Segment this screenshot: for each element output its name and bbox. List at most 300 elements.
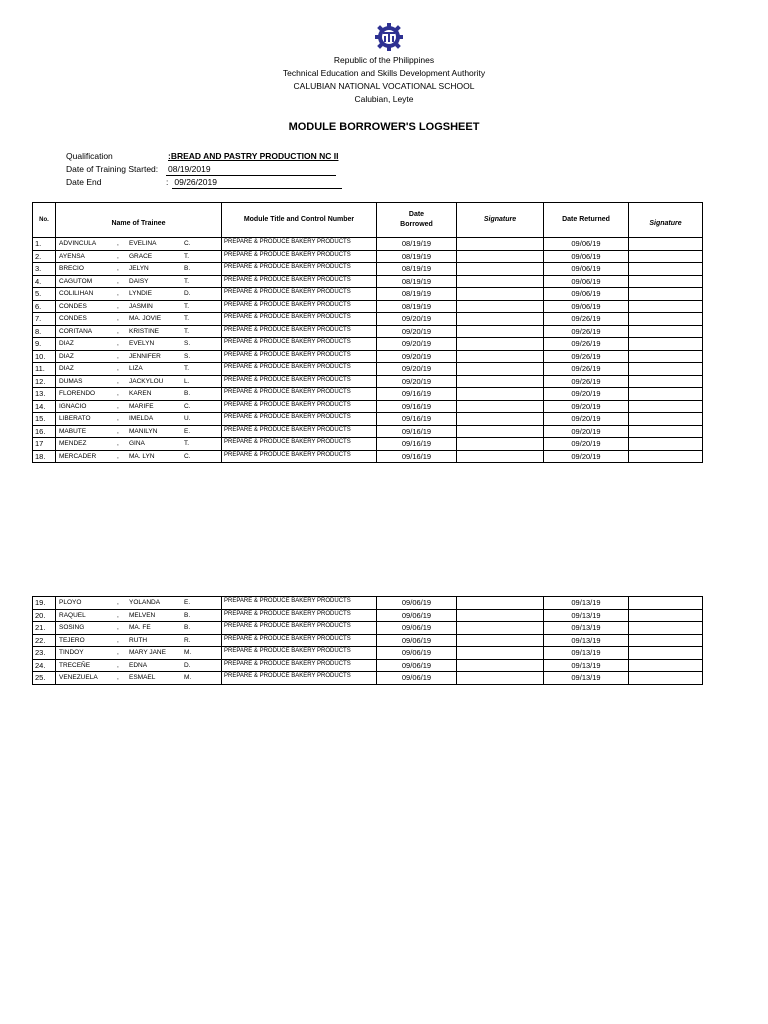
name-separator: ,	[117, 599, 119, 607]
module-title: PREPARE & PRODUCE BAKERY PRODUCTS	[222, 438, 377, 451]
logsheet-table	[32, 202, 703, 463]
row-number: 3.	[33, 263, 56, 276]
trainee-last-name: DIAZ	[59, 365, 74, 373]
date-returned: 09/13/19	[544, 622, 629, 635]
signature-cell[interactable]	[629, 609, 703, 622]
signature-cell[interactable]	[629, 300, 703, 313]
name-separator: ,	[117, 661, 119, 669]
trainee-first-name: KRISTINE	[129, 327, 159, 335]
date-borrowed: 09/16/19	[377, 413, 457, 426]
signature-cell[interactable]	[457, 375, 544, 388]
signature-cell[interactable]	[629, 622, 703, 635]
module-title: PREPARE & PRODUCE BAKERY PRODUCTS	[222, 275, 377, 288]
row-number: 21.	[33, 622, 56, 635]
start-date-row	[66, 163, 336, 176]
trainee-first-name: GRACE	[129, 252, 153, 260]
module-title: PREPARE & PRODUCE BAKERY PRODUCTS	[222, 413, 377, 426]
trainee-name	[56, 609, 222, 622]
header-school: CALUBIAN NATIONAL VOCATIONAL SCHOOL	[293, 81, 475, 91]
date-returned: 09/20/19	[544, 413, 629, 426]
trainee-name	[56, 634, 222, 647]
signature-cell[interactable]	[629, 350, 703, 363]
table-row	[33, 438, 703, 451]
table-row	[33, 350, 703, 363]
signature-cell[interactable]	[457, 325, 544, 338]
trainee-middle-initial: M.	[184, 649, 192, 657]
date-returned: 09/26/19	[544, 350, 629, 363]
date-borrowed: 09/06/19	[377, 622, 457, 635]
trainee-first-name: JACKYLOU	[129, 377, 164, 385]
trainee-last-name: MABUTE	[59, 427, 87, 435]
end-date-colon: :	[166, 177, 169, 187]
date-borrowed: 09/16/19	[377, 425, 457, 438]
name-separator: ,	[117, 240, 119, 248]
header-agency: Technical Education and Skills Development Authority	[282, 68, 486, 78]
table-row	[33, 363, 703, 376]
trainee-middle-initial: E.	[184, 427, 191, 435]
trainee-first-name: LYNDIE	[129, 290, 152, 298]
date-returned: 09/26/19	[544, 338, 629, 351]
trainee-middle-initial: S.	[184, 352, 191, 360]
row-number: 4.	[33, 275, 56, 288]
trainee-last-name: FLORENDO	[59, 390, 96, 398]
row-number: 11.	[33, 363, 56, 376]
trainee-first-name: MA. FE	[129, 624, 151, 632]
name-separator: ,	[117, 636, 119, 644]
trainee-name	[56, 375, 222, 388]
module-title: PREPARE & PRODUCE BAKERY PRODUCTS	[222, 313, 377, 326]
row-number: 17	[33, 438, 56, 451]
signature-cell[interactable]	[457, 672, 544, 685]
name-separator: ,	[117, 302, 119, 310]
signature-cell[interactable]	[457, 438, 544, 451]
name-separator: ,	[117, 611, 119, 619]
signature-cell[interactable]	[629, 313, 703, 326]
qualification-row	[66, 150, 338, 162]
date-borrowed: 09/16/19	[377, 438, 457, 451]
signature-cell[interactable]	[629, 388, 703, 401]
module-title: PREPARE & PRODUCE BAKERY PRODUCTS	[222, 450, 377, 463]
table-row	[33, 659, 703, 672]
table-row	[33, 622, 703, 635]
signature-cell[interactable]	[629, 325, 703, 338]
signature-cell[interactable]	[629, 288, 703, 301]
name-separator: ,	[117, 277, 119, 285]
trainee-name	[56, 263, 222, 276]
trainee-first-name: DAISY	[129, 277, 149, 285]
signature-cell[interactable]	[457, 263, 544, 276]
start-date-value: 08/19/2019	[166, 163, 336, 176]
trainee-last-name: DIAZ	[59, 352, 74, 360]
trainee-last-name: CONDES	[59, 315, 87, 323]
trainee-first-name: JELYN	[129, 265, 149, 273]
signature-cell[interactable]	[457, 288, 544, 301]
trainee-last-name: TINDOY	[59, 649, 84, 657]
row-number: 25.	[33, 672, 56, 685]
module-title: PREPARE & PRODUCE BAKERY PRODUCTS	[222, 634, 377, 647]
trainee-middle-initial: T.	[184, 327, 190, 335]
table-row	[33, 300, 703, 313]
signature-cell[interactable]	[457, 238, 544, 251]
table-row	[33, 250, 703, 263]
trainee-first-name: GINA	[129, 440, 145, 448]
trainee-name	[56, 450, 222, 463]
row-number: 7.	[33, 313, 56, 326]
name-separator: ,	[117, 290, 119, 298]
name-separator: ,	[117, 365, 119, 373]
trainee-first-name: EVELYN	[129, 340, 155, 348]
row-number: 2.	[33, 250, 56, 263]
trainee-last-name: VENEZUELA	[59, 674, 98, 682]
signature-cell[interactable]	[629, 647, 703, 660]
trainee-last-name: CAGUTOM	[59, 277, 93, 285]
name-separator: ,	[117, 352, 119, 360]
trainee-name	[56, 597, 222, 610]
signature-cell[interactable]	[457, 313, 544, 326]
trainee-middle-initial: C.	[184, 240, 191, 248]
trainee-middle-initial: C.	[184, 402, 191, 410]
signature-cell[interactable]	[629, 363, 703, 376]
signature-cell[interactable]	[629, 450, 703, 463]
trainee-last-name: MENDEZ	[59, 440, 87, 448]
row-number: 9.	[33, 338, 56, 351]
name-separator: ,	[117, 377, 119, 385]
date-borrowed: 09/20/19	[377, 325, 457, 338]
date-returned: 09/06/19	[544, 300, 629, 313]
date-borrowed: 08/19/19	[377, 263, 457, 276]
trainee-name	[56, 647, 222, 660]
trainee-middle-initial: T.	[184, 277, 190, 285]
date-returned: 09/26/19	[544, 363, 629, 376]
table-row	[33, 263, 703, 276]
signature-cell[interactable]	[629, 250, 703, 263]
trainee-name	[56, 413, 222, 426]
module-title: PREPARE & PRODUCE BAKERY PRODUCTS	[222, 597, 377, 610]
date-returned: 09/13/19	[544, 597, 629, 610]
trainee-first-name: ESMAEL	[129, 674, 156, 682]
signature-cell[interactable]	[629, 275, 703, 288]
table-row	[33, 375, 703, 388]
col-header-module: Module Title and Control Number	[222, 203, 377, 238]
module-title: PREPARE & PRODUCE BAKERY PRODUCTS	[222, 338, 377, 351]
signature-cell[interactable]	[629, 597, 703, 610]
trainee-name	[56, 350, 222, 363]
module-title: PREPARE & PRODUCE BAKERY PRODUCTS	[222, 388, 377, 401]
trainee-middle-initial: E.	[184, 599, 191, 607]
date-returned: 09/20/19	[544, 425, 629, 438]
signature-cell[interactable]	[457, 350, 544, 363]
signature-cell[interactable]	[457, 609, 544, 622]
trainee-name	[56, 250, 222, 263]
table-row	[33, 425, 703, 438]
name-separator: ,	[117, 402, 119, 410]
col-header-no: No.	[33, 203, 56, 238]
table-row	[33, 338, 703, 351]
row-number: 18.	[33, 450, 56, 463]
trainee-middle-initial: B.	[184, 624, 191, 632]
trainee-last-name: COLILIHAN	[59, 290, 94, 298]
trainee-name	[56, 659, 222, 672]
signature-cell[interactable]	[629, 375, 703, 388]
trainee-middle-initial: B.	[184, 611, 191, 619]
trainee-first-name: RUTH	[129, 636, 148, 644]
trainee-last-name: IGNACIO	[59, 402, 87, 410]
signature-cell[interactable]	[629, 263, 703, 276]
row-number: 1.	[33, 238, 56, 251]
module-title: PREPARE & PRODUCE BAKERY PRODUCTS	[222, 238, 377, 251]
trainee-first-name: EDNA	[129, 661, 148, 669]
signature-cell[interactable]	[457, 659, 544, 672]
signature-cell[interactable]	[629, 672, 703, 685]
name-separator: ,	[117, 340, 119, 348]
trainee-middle-initial: T.	[184, 365, 190, 373]
trainee-name	[56, 388, 222, 401]
date-returned: 09/20/19	[544, 388, 629, 401]
trainee-last-name: BRECIO	[59, 265, 84, 273]
date-returned: 09/13/19	[544, 647, 629, 660]
table-row	[33, 388, 703, 401]
trainee-name	[56, 313, 222, 326]
trainee-first-name: MARIFE	[129, 402, 154, 410]
date-borrowed: 09/20/19	[377, 350, 457, 363]
module-title: PREPARE & PRODUCE BAKERY PRODUCTS	[222, 659, 377, 672]
signature-cell[interactable]	[457, 338, 544, 351]
date-returned: 09/13/19	[544, 634, 629, 647]
date-returned: 09/13/19	[544, 609, 629, 622]
trainee-last-name: RAQUEL	[59, 611, 86, 619]
row-number: 6.	[33, 300, 56, 313]
name-separator: ,	[117, 415, 119, 423]
trainee-last-name: AYENSA	[59, 252, 85, 260]
date-returned: 09/26/19	[544, 325, 629, 338]
trainee-first-name: JASMIN	[129, 302, 153, 310]
trainee-name	[56, 622, 222, 635]
date-borrowed-line1: Date	[408, 211, 425, 218]
table-row	[33, 288, 703, 301]
trainee-name	[56, 325, 222, 338]
trainee-first-name: MA. JOVIE	[129, 315, 162, 323]
date-returned: 09/06/19	[544, 263, 629, 276]
row-number: 23.	[33, 647, 56, 660]
module-title: PREPARE & PRODUCE BAKERY PRODUCTS	[222, 672, 377, 685]
date-borrowed: 08/19/19	[377, 238, 457, 251]
end-date-row	[66, 176, 342, 189]
module-title: PREPARE & PRODUCE BAKERY PRODUCTS	[222, 350, 377, 363]
trainee-last-name: CORITANA	[59, 327, 93, 335]
signature-cell[interactable]	[457, 300, 544, 313]
trainee-middle-initial: D.	[184, 290, 191, 298]
tesda-gear-logo-icon	[372, 22, 406, 52]
trainee-middle-initial: T.	[184, 302, 190, 310]
trainee-middle-initial: T.	[184, 440, 190, 448]
trainee-middle-initial: D.	[184, 661, 191, 669]
start-date-label: Date of Training Started:	[66, 164, 159, 174]
date-borrowed: 09/06/19	[377, 609, 457, 622]
trainee-name	[56, 238, 222, 251]
table-row	[33, 609, 703, 622]
row-number: 16.	[33, 425, 56, 438]
table-row	[33, 672, 703, 685]
module-title: PREPARE & PRODUCE BAKERY PRODUCTS	[222, 250, 377, 263]
signature-cell[interactable]	[457, 647, 544, 660]
signature-cell[interactable]	[457, 363, 544, 376]
trainee-first-name: YOLANDA	[129, 599, 161, 607]
table-row	[33, 313, 703, 326]
trainee-middle-initial: B.	[184, 265, 191, 273]
name-separator: ,	[117, 674, 119, 682]
date-returned: 09/13/19	[544, 672, 629, 685]
signature-cell[interactable]	[629, 634, 703, 647]
module-title: PREPARE & PRODUCE BAKERY PRODUCTS	[222, 375, 377, 388]
module-title: PREPARE & PRODUCE BAKERY PRODUCTS	[222, 609, 377, 622]
table-row	[33, 238, 703, 251]
name-separator: ,	[117, 427, 119, 435]
signature-cell[interactable]	[457, 634, 544, 647]
date-borrowed: 09/06/19	[377, 597, 457, 610]
name-separator: ,	[117, 390, 119, 398]
signature-cell[interactable]	[457, 250, 544, 263]
header-republic: Republic of the Philippines	[333, 55, 435, 65]
date-returned: 09/20/19	[544, 450, 629, 463]
date-returned: 09/06/19	[544, 288, 629, 301]
trainee-first-name: LIZA	[129, 365, 143, 373]
trainee-name	[56, 672, 222, 685]
name-separator: ,	[117, 624, 119, 632]
date-returned: 09/20/19	[544, 400, 629, 413]
signature-cell[interactable]	[457, 622, 544, 635]
date-borrowed-line2: Borrowed	[400, 221, 433, 228]
trainee-last-name: MERCADER	[59, 452, 97, 460]
signature-cell[interactable]	[457, 275, 544, 288]
trainee-last-name: TRECEÑE	[59, 661, 91, 669]
signature-cell[interactable]	[457, 425, 544, 438]
date-borrowed: 09/06/19	[377, 672, 457, 685]
trainee-name	[56, 425, 222, 438]
module-title: PREPARE & PRODUCE BAKERY PRODUCTS	[222, 363, 377, 376]
row-number: 13.	[33, 388, 56, 401]
date-returned: 09/20/19	[544, 438, 629, 451]
date-borrowed: 09/06/19	[377, 647, 457, 660]
signature-cell[interactable]	[629, 413, 703, 426]
name-separator: ,	[117, 649, 119, 657]
col-header-date-borrowed	[377, 203, 457, 238]
date-borrowed: 09/20/19	[377, 338, 457, 351]
signature-cell[interactable]	[457, 400, 544, 413]
date-borrowed: 09/20/19	[377, 375, 457, 388]
trainee-middle-initial: S.	[184, 340, 191, 348]
signature-cell[interactable]	[457, 597, 544, 610]
signature-cell[interactable]	[629, 659, 703, 672]
trainee-middle-initial: B.	[184, 390, 191, 398]
date-borrowed: 08/19/19	[377, 300, 457, 313]
date-borrowed: 08/19/19	[377, 275, 457, 288]
signature-cell[interactable]	[457, 413, 544, 426]
date-borrowed: 09/16/19	[377, 400, 457, 413]
date-borrowed: 08/19/19	[377, 288, 457, 301]
trainee-name	[56, 338, 222, 351]
row-number: 14.	[33, 400, 56, 413]
trainee-middle-initial: U.	[184, 415, 191, 423]
table-row	[33, 647, 703, 660]
trainee-first-name: JENNIFER	[129, 352, 161, 360]
table-row	[33, 275, 703, 288]
trainee-middle-initial: R.	[184, 636, 191, 644]
row-number: 20.	[33, 609, 56, 622]
trainee-name	[56, 300, 222, 313]
trainee-name	[56, 438, 222, 451]
trainee-last-name: DUMAS	[59, 377, 83, 385]
trainee-last-name: TEJERO	[59, 636, 85, 644]
signature-cell[interactable]	[629, 400, 703, 413]
date-returned: 09/06/19	[544, 250, 629, 263]
module-title: PREPARE & PRODUCE BAKERY PRODUCTS	[222, 263, 377, 276]
row-number: 22.	[33, 634, 56, 647]
row-number: 12.	[33, 375, 56, 388]
date-returned: 09/26/19	[544, 375, 629, 388]
module-title: PREPARE & PRODUCE BAKERY PRODUCTS	[222, 647, 377, 660]
trainee-middle-initial: M.	[184, 674, 192, 682]
name-separator: ,	[117, 452, 119, 460]
trainee-name	[56, 275, 222, 288]
trainee-middle-initial: T.	[184, 315, 190, 323]
signature-cell[interactable]	[629, 238, 703, 251]
date-borrowed: 08/19/19	[377, 250, 457, 263]
name-separator: ,	[117, 265, 119, 273]
table-row	[33, 325, 703, 338]
trainee-first-name: MANILYN	[129, 427, 158, 435]
trainee-first-name: IMELDA	[129, 415, 154, 423]
module-title: PREPARE & PRODUCE BAKERY PRODUCTS	[222, 325, 377, 338]
date-borrowed: 09/20/19	[377, 313, 457, 326]
col-header-signature-1: Signature	[457, 203, 544, 238]
date-borrowed: 09/20/19	[377, 363, 457, 376]
module-title: PREPARE & PRODUCE BAKERY PRODUCTS	[222, 425, 377, 438]
table-row	[33, 450, 703, 463]
trainee-last-name: SOSING	[59, 624, 85, 632]
row-number: 24.	[33, 659, 56, 672]
logsheet-table-continued	[32, 596, 703, 685]
trainee-name	[56, 288, 222, 301]
signature-cell[interactable]	[629, 438, 703, 451]
date-borrowed: 09/06/19	[377, 659, 457, 672]
trainee-middle-initial: T.	[184, 252, 190, 260]
qualification-value: :BREAD AND PASTRY PRODUCTION NC II	[168, 151, 339, 161]
table-row	[33, 634, 703, 647]
row-number: 15.	[33, 413, 56, 426]
signature-cell[interactable]	[629, 425, 703, 438]
col-header-signature-2: Signature	[629, 203, 703, 238]
table-row	[33, 597, 703, 610]
end-date-value: 09/26/2019	[172, 176, 342, 189]
signature-cell[interactable]	[629, 338, 703, 351]
date-returned: 09/06/19	[544, 275, 629, 288]
date-borrowed: 09/16/19	[377, 388, 457, 401]
signature-cell[interactable]	[457, 450, 544, 463]
trainee-name	[56, 400, 222, 413]
table-row	[33, 400, 703, 413]
trainee-name	[56, 363, 222, 376]
date-returned: 09/13/19	[544, 659, 629, 672]
trainee-first-name: MA. LYN	[129, 452, 155, 460]
module-title: PREPARE & PRODUCE BAKERY PRODUCTS	[222, 300, 377, 313]
trainee-first-name: MELVEN	[129, 611, 156, 619]
signature-cell[interactable]	[457, 388, 544, 401]
module-title: PREPARE & PRODUCE BAKERY PRODUCTS	[222, 288, 377, 301]
col-header-name: Name of Trainee	[56, 203, 222, 238]
name-separator: ,	[117, 252, 119, 260]
trainee-last-name: LIBERATO	[59, 415, 91, 423]
name-separator: ,	[117, 315, 119, 323]
